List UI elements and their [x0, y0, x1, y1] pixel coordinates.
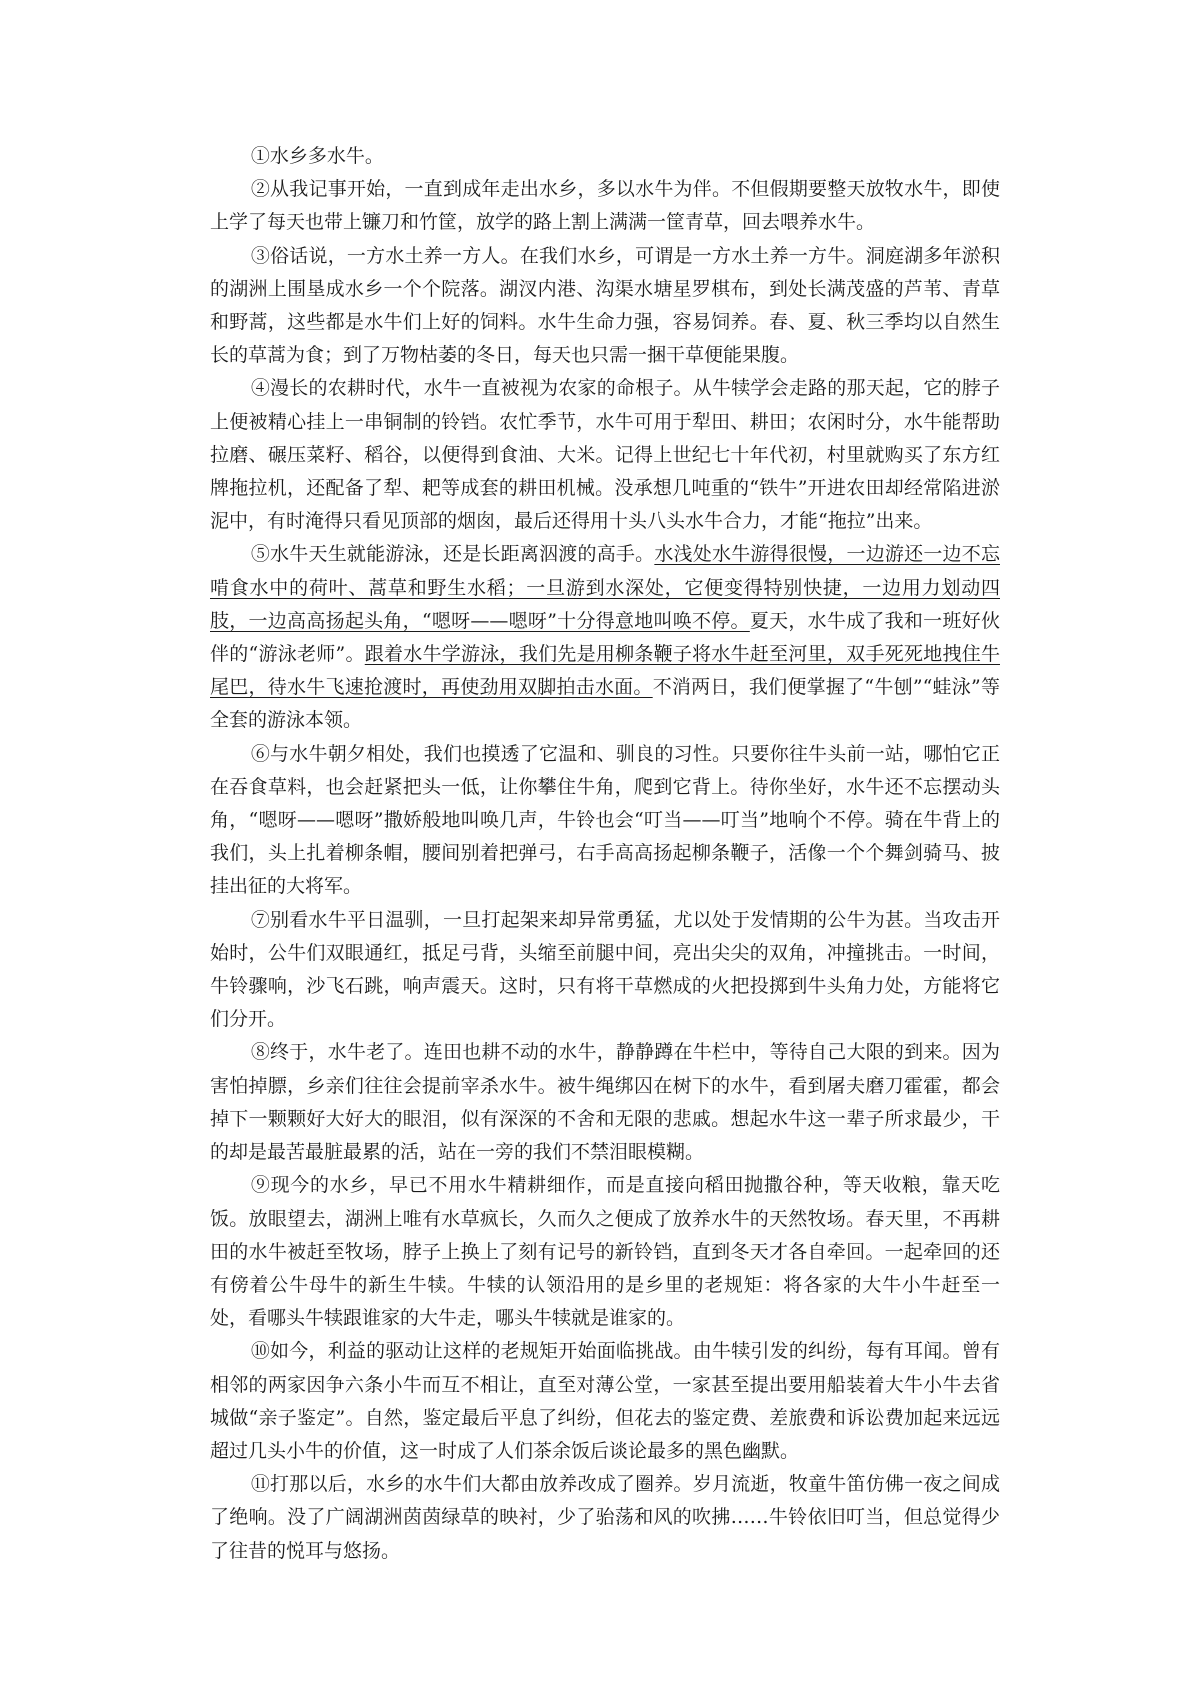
paragraph-5 [210, 538, 1000, 737]
paragraph-9: ⑨现今的水乡，早已不用水牛精耕细作，而是直接向稻田抛撒谷种，等天收粮，靠天吃饭。放眼望去，湖洲上唯有水草疯长，久而久之便成了放养水牛的天然牧场。春天里，不再耕田的水牛被赶至牧场，脖子上换上了刻有记号的新铃铛，直到冬天才各自牵回。一起牵回的还有傍着公牛母牛的新生牛犊。牛犊的认领沿用的是乡里的老规矩：将各家的大牛小牛赶至一处，看哪头牛犊跟谁家的大牛走，哪头牛犊就是谁家的。 [210, 1174, 1000, 1330]
paragraph-7: ⑦别看水牛平日温驯，一旦打起架来却异常勇猛，尤以处于发情期的公牛为甚。当攻击开始时，公牛们双眼通红，抵足弓背，头缩至前腿中间，亮出尖尖的双角，冲撞挑击。一时间，牛铃骤响，沙飞石跳，响声震天。这时，只有将干草燃成的火把投掷到牛头角力处，方能将它们分开。 [210, 908, 1000, 1031]
paragraph-3: ③俗话说，一方水土养一方人。在我们水乡，可谓是一方水土养一方牛。洞庭湖多年淤积的湖洲上围垦成水乡一个个院落。湖汊内港、沟渠水塘星罗棋布，到处长满茂盛的芦苇、青草和野蒿，这些都是水牛们上好的饲料。水牛生命力强，容易饲养。春、夏、秋三季均以自然生长的草蒿为食；到了万物枯萎的冬日，每天也只需一捆干草便能果腹。 [210, 244, 1000, 367]
paragraph-6: ⑥与水牛朝夕相处，我们也摸透了它温和、驯良的习性。只要你往牛头前一站，哪怕它正在吞食草料，也会赶紧把头一低，让你攀住牛角，爬到它背上。待你坐好，水牛还不忘摆动头角，“嗯呀——嗯呀”撒娇般地叫唤几声，牛铃也会“叮当——叮当”地响个不停。骑在牛背上的我们，头上扎着柳条帽，腰间别着把弹弓，右手高高扬起柳条鞭子，活像一个个舞剑骑马、披挂出征的大将军。 [210, 742, 1000, 898]
paragraph-4: ④漫长的农耕时代，水牛一直被视为农家的命根子。从牛犊学会走路的那天起，它的脖子上便被精心挂上一串铜制的铃铛。农忙季节，水牛可用于犁田、耕田；农闲时分，水牛能帮助拉磨、碾压菜籽、稻谷，以便得到食油、大米。记得上世纪七十年代初，村里就购买了东方红牌拖拉机，还配备了犁、耙等成套的耕田机械。没承想几吨重的“铁牛”开进农田却经常陷进淤泥中，有时淹得只看见顶部的烟囱，最后还得用十头八头水牛合力，才能“拖拉”出来。 [210, 377, 1000, 533]
paragraph-10: ⑩如今，利益的驱动让这样的老规矩开始面临挑战。由牛犊引发的纠纷，每有耳闻。曾有相邻的两家因争六条小牛而互不相让，直至对薄公堂，一家甚至提出要用船装着大牛小牛去省城做“亲子鉴定”。自然，鉴定最后平息了纠纷，但花去的鉴定费、差旅费和诉讼费加起来远远超过几头小牛的价值，这一时成了人们茶余饭后谈论最多的黑色幽默。 [210, 1340, 1000, 1462]
underlined-sentence-2: 跟着水牛学游泳，我们先是用柳条鞭子将水牛赶至河里，双手死死地拽住牛尾巴，待水牛飞速抢渡时，再使劲用双脚拍击水面。 [210, 643, 1000, 699]
paragraph-5-text: ⑤水牛天生就能游泳，还是长距离泅渡的高手。 [250, 543, 655, 566]
paragraph-5-text: 不消两日，我们便掌握了“牛刨”“蛙泳”等全套的游泳本领。 [210, 676, 1000, 732]
paragraph-11: ⑪打那以后，水乡的水牛们大都由放养改成了圈养。岁月流逝，牧童牛笛仿佛一夜之间成了绝响。没了广阔湖洲茵茵绿草的映衬，少了骀荡和风的吹拂……牛铃依旧叮当，但总觉得少了往昔的悦耳与悠扬。 [210, 1473, 1000, 1562]
paragraph-2: ②从我记事开始，一直到成年走出水乡，多以水牛为伴。不但假期要整天放牧水牛，即使上学了每天也带上镰刀和竹筐，放学的路上割上满满一筐青草，回去喂养水牛。 [210, 178, 1000, 234]
paragraph-1: ①水乡多水牛。 [250, 145, 384, 167]
underlined-sentence-1: 水浅处水牛游得很慢，一边游还一边不忘啃食水中的荷叶、蒿草和野生水稻；一旦游到水深处，它便变得特别快捷，一边用力划动四肢，一边高高扬起头角，“嗯呀——嗯呀”十分得意地叫唤不停。 [210, 543, 1000, 632]
paragraph-8: ⑧终于，水牛老了。连田也耕不动的水牛，静静蹲在牛栏中，等待自己大限的到来。因为害怕掉膘，乡亲们往往会提前宰杀水牛。被牛绳绑囚在树下的水牛，看到屠夫磨刀霍霍，都会掉下一颗颗好大好大的眼泪，似有深深的不舍和无限的悲戚。想起水牛这一辈子所求最少，干的却是最苦最脏最累的活，站在一旁的我们不禁泪眼模糊。 [210, 1041, 1000, 1164]
paragraph-5-text: 夏天，水牛成了我和一班好伙伴的“游泳老师”。 [210, 609, 1000, 666]
